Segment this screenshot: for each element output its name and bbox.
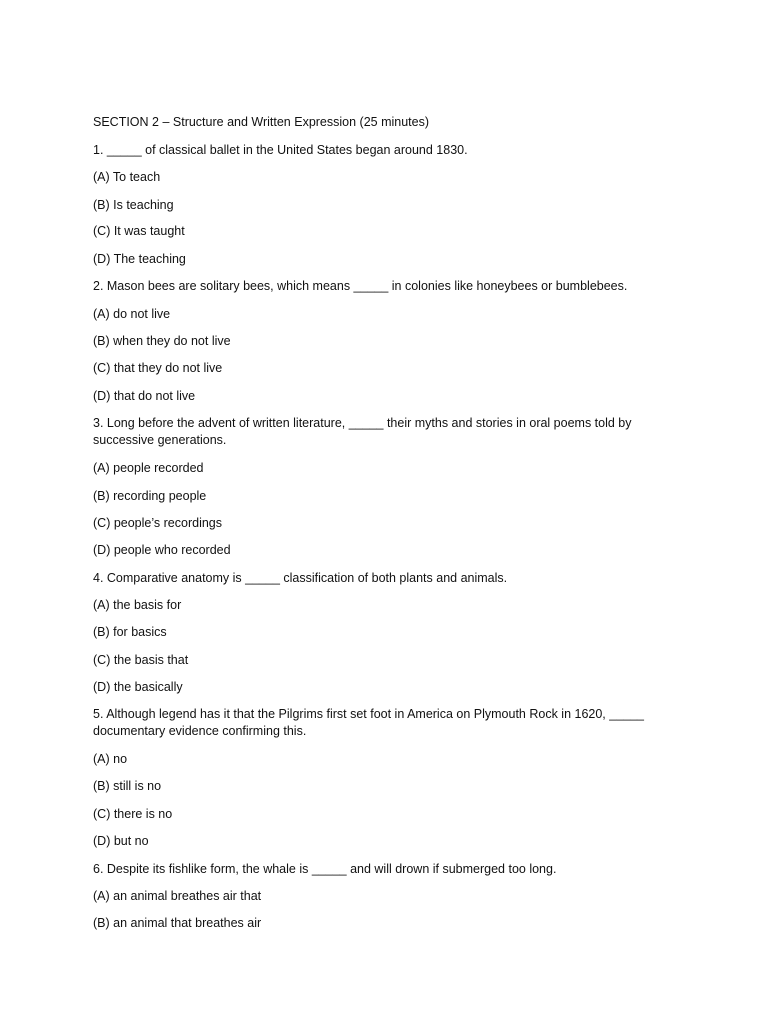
question-1-stem: 1. _____ of classical ballet in the United States began around 1830. [93, 143, 468, 157]
question-3-stem: 3. Long before the advent of written literature, _____ their myths and stories in oral poems told by successive generations. [93, 416, 632, 447]
question-5-option-c: (C) there is no [93, 807, 173, 821]
question-5-option-d: (D) but no [93, 834, 149, 848]
section-title: SECTION 2 – Structure and Written Expression (25 minutes) [93, 115, 430, 129]
question-5-option-a: (A) no [93, 752, 128, 766]
question-4-option-d: (D) the basically [93, 680, 183, 694]
question-1-option-b: (B) Is teaching [93, 198, 174, 212]
question-6-stem: 6. Despite its fishlike form, the whale is _____ and will drown if submerged too long. [93, 862, 557, 876]
question-2-option-a: (A) do not live [93, 307, 171, 321]
question-6-option-b: (B) an animal that breathes air [93, 916, 262, 930]
question-4-option-a: (A) the basis for [93, 598, 182, 612]
question-2-option-b: (B) when they do not live [93, 334, 231, 348]
question-3-option-c: (C) people’s recordings [93, 516, 222, 530]
question-4-option-b: (B) for basics [93, 625, 167, 639]
question-1-option-c: (C) It was taught [93, 224, 185, 238]
question-3-option-d: (D) people who recorded [93, 543, 231, 557]
question-2-option-d: (D) that do not live [93, 389, 196, 403]
question-3-option-b: (B) recording people [93, 489, 207, 503]
question-4-option-c: (C) the basis that [93, 653, 189, 667]
question-1-option-d: (D) The teaching [93, 252, 186, 266]
question-2-option-c: (C) that they do not live [93, 361, 223, 375]
question-1-option-a: (A) To teach [93, 170, 161, 184]
question-2-stem: 2. Mason bees are solitary bees, which means _____ in colonies like honeybees or bumblebees. [93, 279, 628, 293]
question-5-stem: 5. Although legend has it that the Pilgrims first set foot in America on Plymouth Rock in 1620, _____ documentary evidence confirming this. [93, 707, 645, 738]
question-4-stem: 4. Comparative anatomy is _____ classification of both plants and animals. [93, 571, 508, 585]
question-3-option-a: (A) people recorded [93, 461, 204, 475]
question-5-option-b: (B) still is no [93, 779, 162, 793]
question-6-option-a: (A) an animal breathes air that [93, 889, 262, 903]
